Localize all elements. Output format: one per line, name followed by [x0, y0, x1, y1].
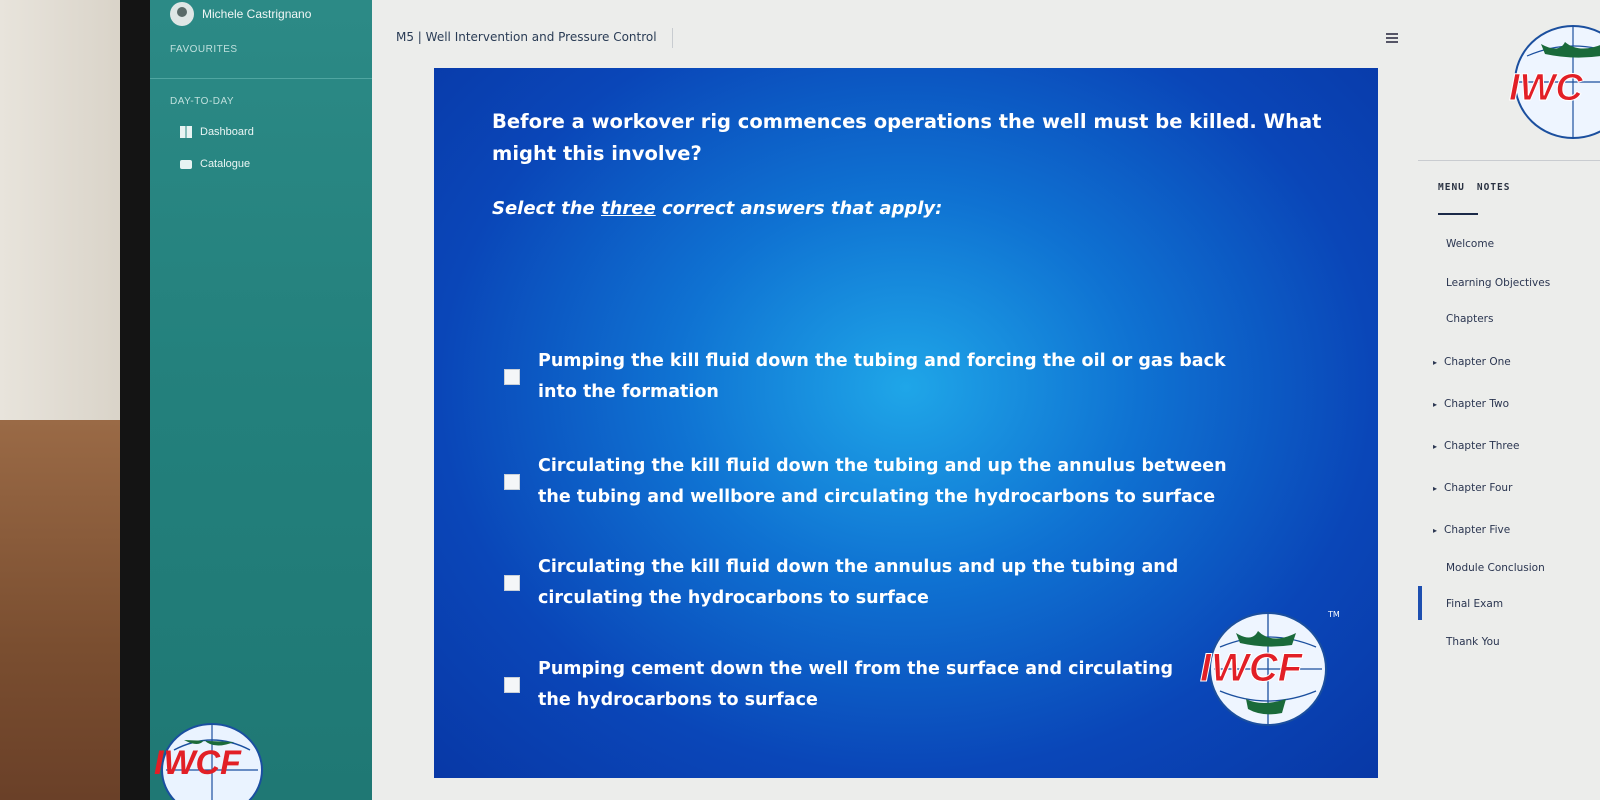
answer-option-1[interactable] [504, 346, 1264, 408]
breadcrumb: M5 | Well Intervention and Pressure Control [396, 30, 657, 44]
svg-text:IWC: IWC [1509, 67, 1583, 109]
menu-item-chapters[interactable]: Chapters [1446, 313, 1494, 325]
menu-item-welcome[interactable]: Welcome [1446, 238, 1495, 250]
svg-text:IWCF: IWCF [154, 744, 241, 782]
tab-active-indicator [1438, 213, 1478, 215]
background-wall [0, 0, 125, 420]
answer-text: Circulating the kill fluid down the annulus and up the tubing and circulating the hydrocarbons to surface [538, 557, 1179, 608]
answer-option-2[interactable] [504, 451, 1264, 513]
menu-item-thank-you[interactable]: Thank You [1446, 636, 1500, 648]
answer-option-3[interactable] [504, 552, 1264, 614]
catalogue-icon [180, 160, 192, 169]
answer-option-4[interactable] [504, 654, 1264, 716]
iwcf-logo-icon [144, 710, 274, 800]
menu-item-final-exam[interactable]: Final Exam [1446, 598, 1504, 610]
dashboard-icon [180, 126, 192, 138]
menu-item-chapter-five[interactable]: ▸ Chapter Five [1433, 524, 1510, 536]
user-profile[interactable] [170, 2, 311, 26]
background-desk [0, 420, 125, 800]
tab-notes[interactable]: NOTES [1476, 182, 1511, 193]
sidebar-item-dashboard[interactable] [180, 126, 254, 138]
sidebar-divider [150, 78, 372, 79]
menu-item-chapter-three[interactable]: ▸ Chapter Three [1433, 440, 1519, 452]
screen [150, 0, 1600, 800]
daytoday-heading: DAY-TO-DAY [170, 96, 235, 107]
sidebar-item-label: Catalogue [200, 158, 251, 170]
answer-checkbox[interactable] [504, 575, 520, 591]
answer-text: Pumping the kill fluid down the tubing and forcing the oil or gas back into the formation [538, 351, 1226, 402]
menu-divider [1418, 160, 1600, 161]
hamburger-icon[interactable] [1386, 33, 1398, 43]
menu-tabs [1438, 182, 1511, 193]
question-instruction [492, 198, 942, 219]
answer-checkbox[interactable] [504, 677, 520, 693]
answer-checkbox[interactable] [504, 369, 520, 385]
instruction-pre: Select the [492, 198, 595, 219]
tab-menu[interactable]: MENU [1438, 182, 1465, 193]
question-text: Before a workover rig commences operations the well must be killed. What might this involve? [492, 110, 1322, 165]
avatar[interactable] [170, 2, 194, 26]
iwcf-logo-icon [1503, 20, 1600, 150]
answer-text: Circulating the kill fluid down the tubing and up the annulus between the tubing and wellbore and circulating the hydrocarbons to surface [538, 456, 1227, 507]
svg-text:IWCF: IWCF [1200, 646, 1303, 690]
question-panel [434, 68, 1378, 778]
lms-sidebar [150, 0, 372, 800]
iwcf-logo-icon [1196, 603, 1346, 733]
user-name: Michele Castrignano [202, 7, 312, 21]
breadcrumb-divider [672, 28, 673, 48]
favourites-heading: FAVOURITES [170, 44, 238, 55]
instruction-post: correct answers that apply: [662, 198, 943, 219]
svg-text:TM: TM [1328, 610, 1340, 619]
sidebar-item-label: Dashboard [200, 126, 254, 138]
menu-item-chapter-one[interactable]: ▸ Chapter One [1433, 356, 1511, 368]
menu-item-chapter-two[interactable]: ▸ Chapter Two [1433, 398, 1509, 410]
menu-item-chapter-four[interactable]: ▸ Chapter Four [1433, 482, 1512, 494]
answer-text: Pumping cement down the well from the surface and circulating the hydrocarbons to surface [538, 659, 1174, 710]
instruction-emphasis: three [601, 198, 656, 219]
course-menu [1418, 0, 1600, 800]
menu-active-indicator [1418, 586, 1422, 620]
menu-item-learning-objectives[interactable]: Learning Objectives [1446, 277, 1551, 289]
answer-checkbox[interactable] [504, 474, 520, 490]
menu-item-module-conclusion[interactable]: Module Conclusion [1446, 562, 1545, 574]
sidebar-item-catalogue[interactable] [180, 158, 250, 170]
